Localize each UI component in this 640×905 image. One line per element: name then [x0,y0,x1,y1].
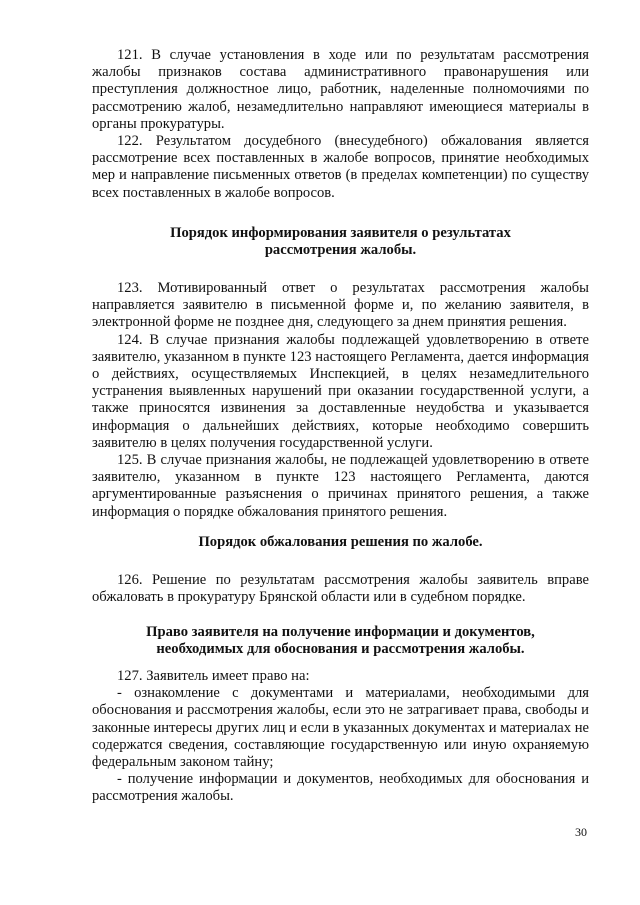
section-paragraphs-123-125 [92,280,589,521]
paragraph-126: 126. Решение по результатам рассмотрения жалобы заявитель вправе обжаловать в прокуратуру Брянской области или в судебном порядке. [92,572,589,606]
heading-rights-line-1: Право заявителя на получение информации и документов, [146,624,535,640]
paragraph-121: 121. В случае установления в ходе или по результатам рассмотрения жалобы признаков состава административного правонарушения или преступления должностное лицо, работник, наделенные полномочиями по рассмотрению жалоб, незамедлительно направляют имеющиеся материалы в органы прокуратуры. [92,47,589,132]
page-number: 30 [575,825,587,839]
heading-informing-applicant [92,225,589,259]
paragraph-127-item-2: - получение информации и документов, необходимых для обоснования и рассмотрения жалобы. [92,771,589,805]
paragraph-127-item-1: - ознакомление с документами и материалами, необходимыми для обоснования и рассмотрения жалобы, если это не затрагивает права, свободы и законные интересы других лиц и если в указанных документах и материалах не содержатся сведения, составляющие государственную или иную охраняемую федеральным законом тайну; [92,685,589,771]
heading-informing-line-1: Порядок информирования заявителя о результатах [170,225,511,241]
paragraph-123: 123. Мотивированный ответ о результатах рассмотрения жалобы направляется заявителю в письменной форме и, по желанию заявителя, в электронной форме не позднее дня, следующего за днем принятия решения. [92,280,589,331]
heading-informing-line-2: рассмотрения жалобы. [264,242,417,259]
heading-rights-line-2: необходимых для обоснования и рассмотрения жалобы. [156,641,525,658]
heading-appeal-line: Порядок обжалования решения по жалобе. [198,534,483,550]
section-paragraph-126 [92,572,589,606]
section-paragraph-127 [92,668,589,806]
paragraph-127: 127. Заявитель имеет право на: [117,668,310,684]
paragraph-125: 125. В случае признания жалобы, не подлежащей удовлетворению в ответе заявителю, указанном в пункте 123 настоящего Регламента, даются аргументированные разъяснения о причинах принятого решения, а также информация о порядке обжалования принятого решения. [92,452,589,520]
heading-applicant-rights [92,624,589,658]
paragraph-122: 122. Результатом досудебного (внесудебного) обжалования является рассмотрение всех поставленных в жалобе вопросов, принятие необходимых мер и направление письменных ответов (в пределах компетенции) по существу всех поставленных в жалобе вопросов. [92,133,589,201]
section-paragraphs-121-122 [92,47,589,202]
paragraph-124: 124. В случае признания жалобы подлежащей удовлетворению в ответе заявителю, указанном в пункте 123 настоящего Регламента, дается информация о действиях, осуществляемых Инспекцией, в целях незамедлительного устранения выявленных нарушений при оказании государственной услуги, а также приносятся извинения за доставленные неудобства и указывается информация о дальнейших действиях, которые необходимо совершить заявителю в целях получения государственной услуги. [92,331,589,451]
heading-appeal-procedure [92,534,589,551]
